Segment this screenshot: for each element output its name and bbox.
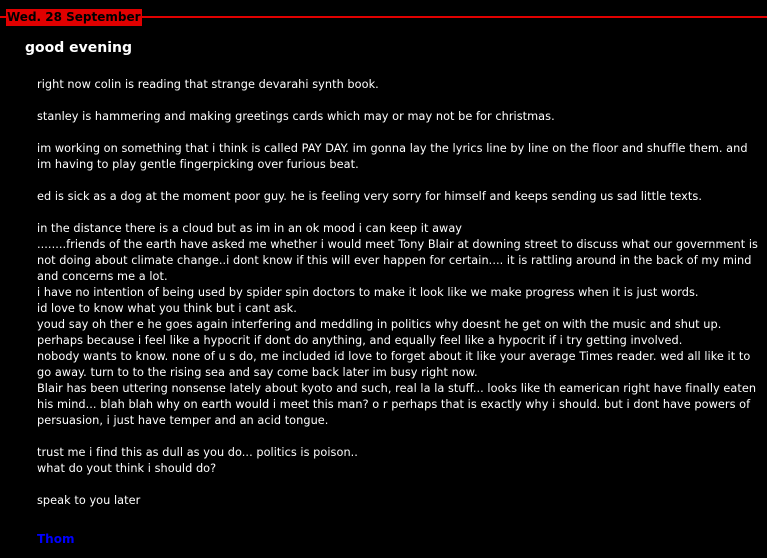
post-line: Blair has been uttering nonsense lately about kyoto and such, real la la stuff... looks like th eamerican right have finally eaten his mind... blah blah why on earth would i meet this man? o r perhaps that is exactly why i should. but i dont have powers of persuasion, i just have temper and an acid tongue. [37, 382, 757, 427]
post-line: i have no intention of being used by spider spin doctors to make it look like we make progress when it is just words. [37, 286, 699, 299]
post-line: right now colin is reading that strange devarahi synth book. [37, 78, 379, 91]
post-title: good evening [25, 40, 133, 56]
post-line: youd say oh ther e he goes again interfering and meddling in politics why doesnt he get on with the music and shut up. [37, 318, 722, 331]
post-line: ed is sick as a dog at the moment poor guy. he is feeling very sorry for himself and keeps sending us sad little texts. [37, 190, 702, 203]
post-line: perhaps because i feel like a hypocrit if dont do anything, and equally feel like a hypocrit if i try getting involved. [37, 334, 683, 347]
post-line: what do yout think i should do? [37, 462, 217, 475]
post-paragraph [37, 189, 765, 205]
post-line: speak to you later [37, 494, 141, 507]
post-line: id love to know what you think but i cant ask. [37, 302, 297, 315]
post-line: ........friends of the earth have asked me whether i would meet Tony Blair at downing street to discuss what our government is not doing about climate change..i dont know if this will ever happen for certain.... it is rattling around in the back of my mind and concerns me a lot. [37, 238, 758, 283]
post-paragraph [37, 109, 765, 125]
post-line: im working on something that i think is called PAY DAY. im gonna lay the lyrics line by line on the floor and shuffle them. and im having to play gentle fingerpicking over furious beat. [37, 142, 748, 171]
post-line: in the distance there is a cloud but as im in an ok mood i can keep it away [37, 222, 463, 235]
post-paragraph [37, 221, 765, 429]
post-paragraph [37, 77, 765, 93]
post-paragraph [37, 493, 765, 509]
post-paragraph [37, 445, 765, 477]
post-date: Wed. 28 September [7, 10, 141, 24]
author-link[interactable]: Thom [37, 532, 75, 546]
date-header [0, 9, 767, 27]
post-line: stanley is hammering and making greetings cards which may or may not be for christmas. [37, 110, 555, 123]
post-line: trust me i find this as dull as you do... politics is poison.. [37, 446, 358, 459]
post-body [37, 77, 765, 525]
post-paragraph [37, 141, 765, 173]
post-line: nobody wants to know. none of u s do, me included id love to forget about it like your average Times reader. wed all like it to go away. turn to to the rising sea and say come back later im busy right now. [37, 350, 751, 379]
